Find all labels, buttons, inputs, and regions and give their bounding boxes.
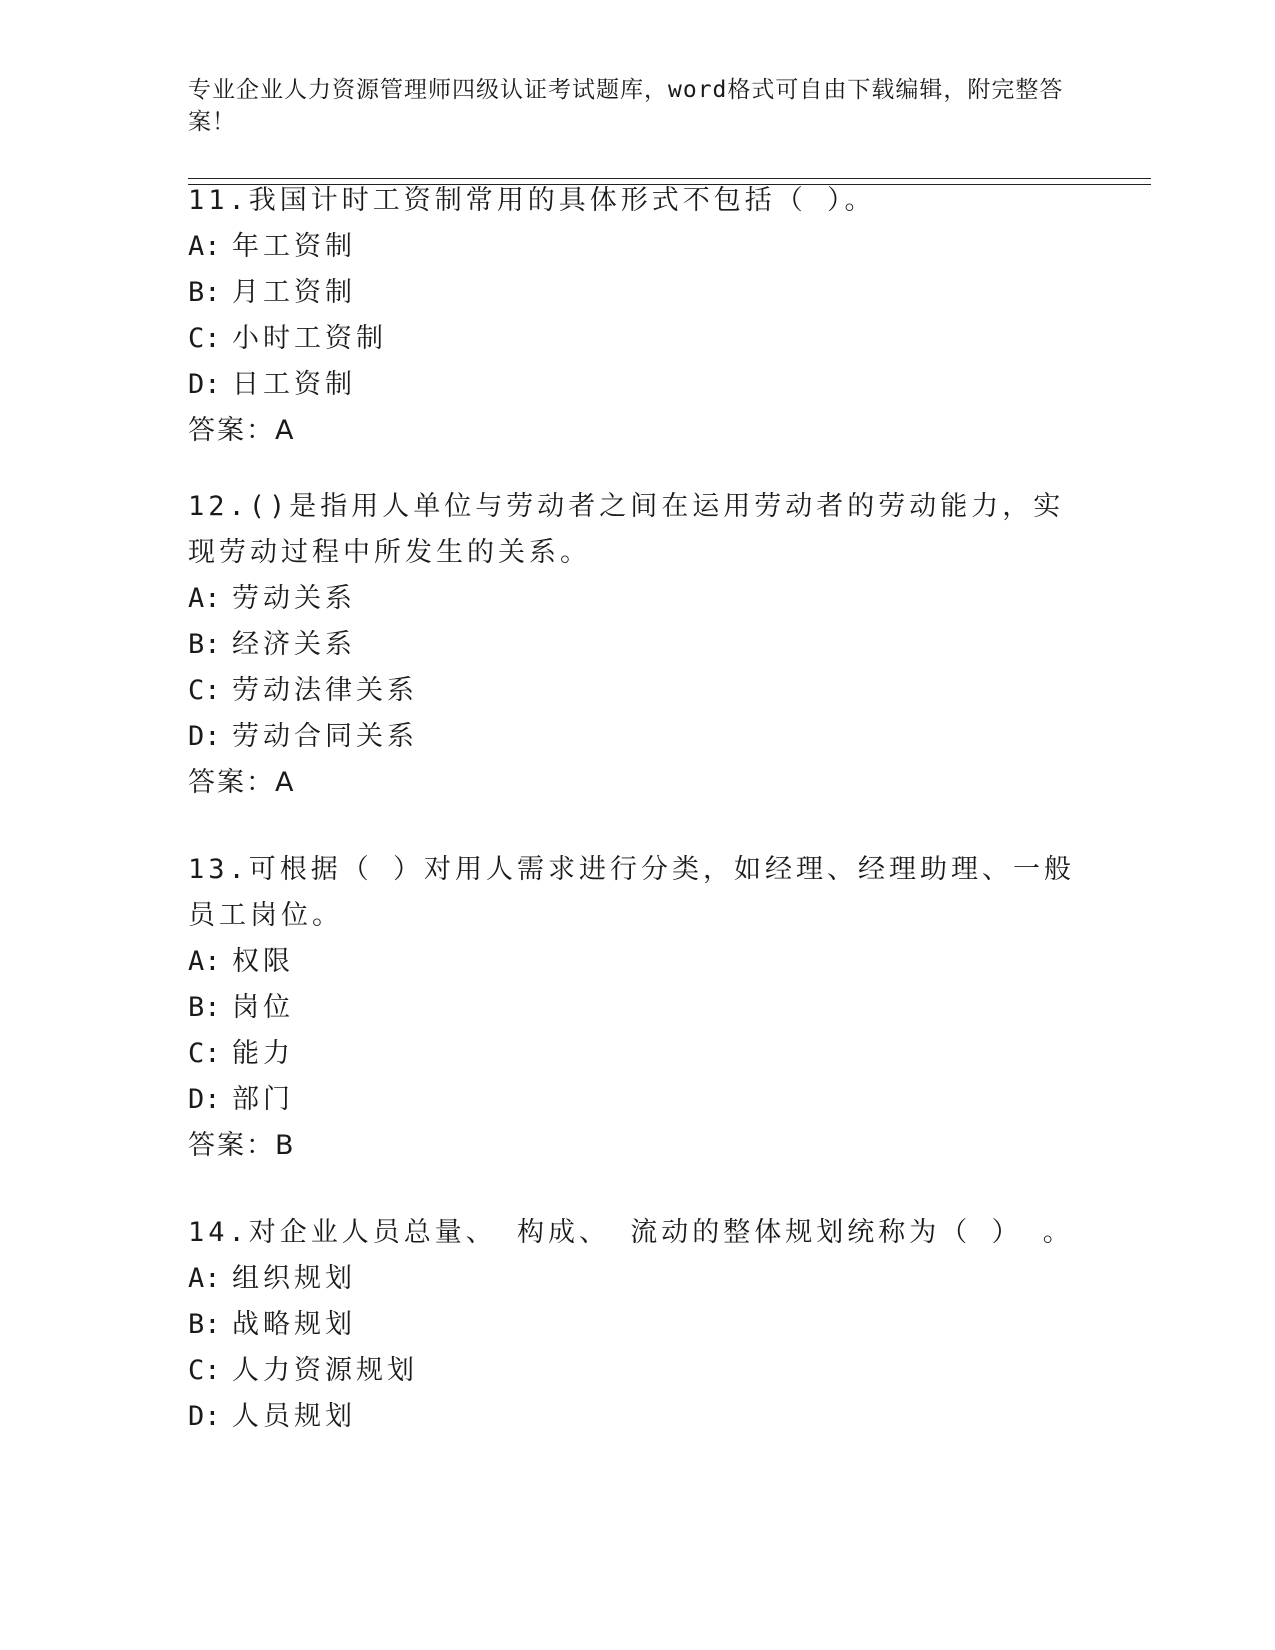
- option-c: [188, 1348, 1088, 1394]
- option-text: 经济关系: [232, 629, 356, 660]
- option-a: [188, 1256, 1088, 1302]
- option-text: 组织规划: [232, 1263, 356, 1294]
- option-c: [188, 316, 1088, 362]
- option-letter: A:: [188, 231, 221, 262]
- question-stem: 13.可根据（ ）对用人需求进行分类，如经理、经理助理、一般员工岗位。: [188, 854, 1076, 931]
- option-letter: B:: [188, 277, 221, 308]
- option-letter: C:: [188, 1355, 221, 1386]
- question-stem: 11.我国计时工资制常用的具体形式不包括（ ）。: [188, 185, 876, 216]
- option-b: [188, 270, 1088, 316]
- option-d: [188, 1394, 1088, 1440]
- option-text: 年工资制: [232, 231, 356, 262]
- option-letter: C:: [188, 675, 221, 706]
- option-b: [188, 985, 1088, 1031]
- option-a: [188, 224, 1088, 270]
- option-text: 小时工资制: [232, 323, 387, 354]
- option-text: 能力: [232, 1038, 294, 1069]
- option-text: 劳动法律关系: [232, 675, 418, 706]
- option-d: [188, 1077, 1088, 1123]
- option-b: [188, 1302, 1088, 1348]
- option-letter: B:: [188, 1309, 221, 1340]
- option-c: [188, 1031, 1088, 1077]
- option-a: [188, 576, 1088, 622]
- option-letter: B:: [188, 992, 221, 1023]
- question-13: [188, 847, 1088, 1169]
- option-text: 日工资制: [232, 369, 356, 400]
- option-letter: A:: [188, 1263, 221, 1294]
- option-letter: D:: [188, 1084, 221, 1115]
- answer-line: 答案：A: [188, 767, 296, 798]
- question-11: [188, 178, 1088, 454]
- option-text: 人员规划: [232, 1401, 356, 1432]
- option-a: [188, 939, 1088, 985]
- answer-line: 答案：A: [188, 415, 296, 446]
- question-stem: 14.对企业人员总量、 构成、 流动的整体规划统称为（ ） 。: [188, 1217, 1074, 1248]
- option-text: 劳动关系: [232, 583, 356, 614]
- option-text: 部门: [232, 1084, 294, 1115]
- option-text: 权限: [232, 946, 294, 977]
- option-text: 劳动合同关系: [232, 721, 418, 752]
- option-text: 月工资制: [232, 277, 356, 308]
- option-c: [188, 668, 1088, 714]
- option-letter: C:: [188, 1038, 221, 1069]
- question-14: [188, 1210, 1088, 1440]
- option-text: 战略规划: [232, 1309, 356, 1340]
- document-intro: 专业企业人力资源管理师四级认证考试题库，word格式可自由下载编辑，附完整答案！: [188, 77, 1064, 135]
- option-letter: D:: [188, 721, 221, 752]
- option-text: 人力资源规划: [232, 1355, 418, 1386]
- question-stem: 12.()是指用人单位与劳动者之间在运用劳动者的劳动能力，实现劳动过程中所发生的关系。: [188, 491, 1065, 568]
- option-letter: C:: [188, 323, 221, 354]
- option-d: [188, 714, 1088, 760]
- option-letter: A:: [188, 946, 221, 977]
- option-letter: B:: [188, 629, 221, 660]
- option-d: [188, 362, 1088, 408]
- option-text: 岗位: [232, 992, 294, 1023]
- option-letter: D:: [188, 369, 221, 400]
- option-letter: D:: [188, 1401, 221, 1432]
- option-b: [188, 622, 1088, 668]
- answer-line: 答案：B: [188, 1130, 296, 1161]
- option-letter: A:: [188, 583, 221, 614]
- question-12: [188, 484, 1088, 806]
